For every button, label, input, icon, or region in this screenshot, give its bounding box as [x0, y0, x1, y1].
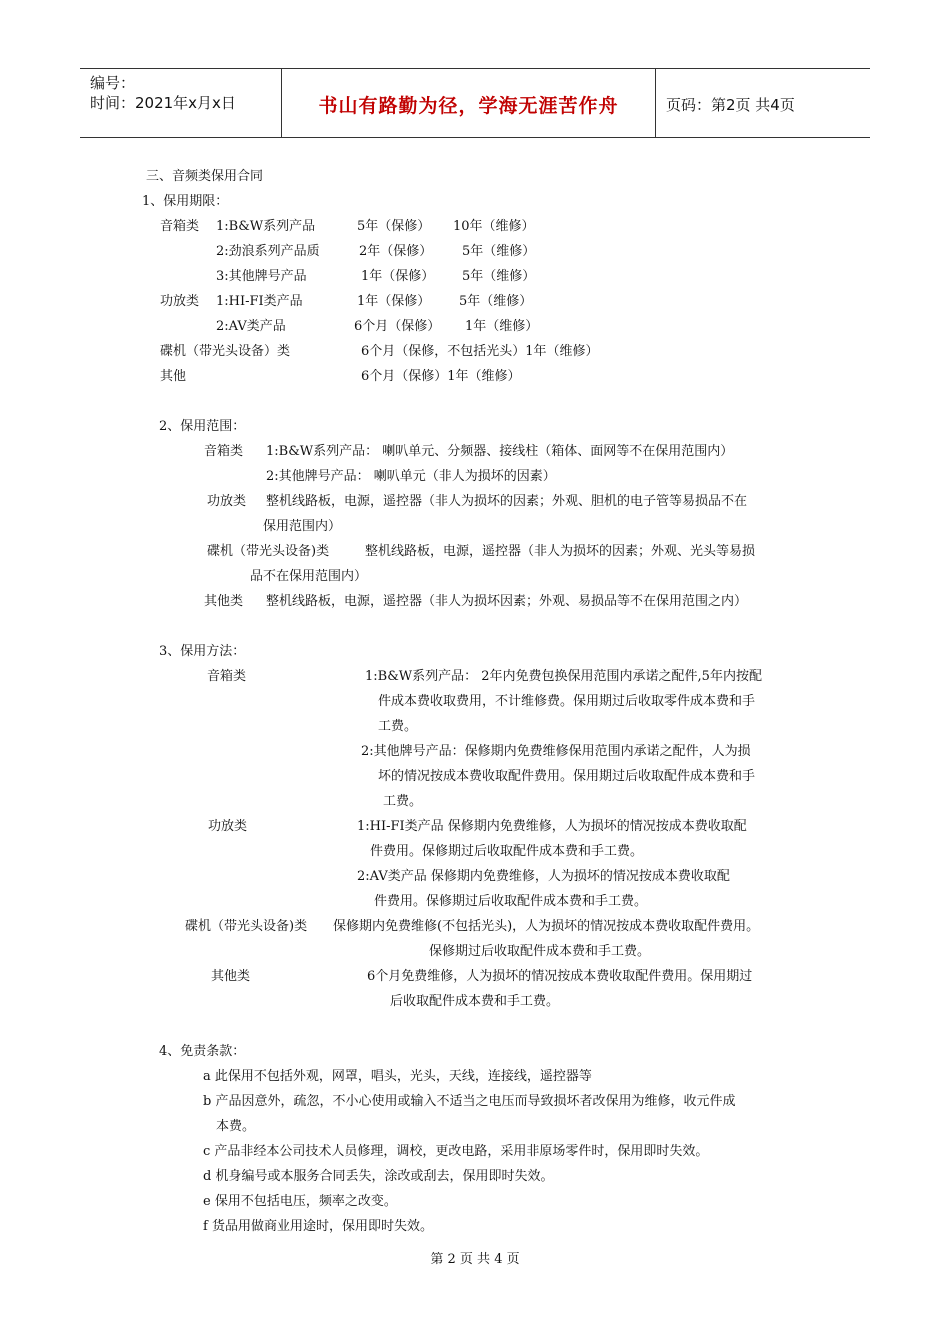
scope-category-other: 其他类 [204, 594, 244, 609]
method-category-speakers: 音箱类 [207, 669, 247, 684]
header-motto: 书山有路勤为径，学海无涯苦作舟 [318, 95, 619, 117]
scope-line: 整机线路板，电源，遥控器（非人为损坏因素；外观、易损品等不在保用范围之内） [266, 594, 748, 609]
page-footer-number: 第 2 页 共 4 页 [430, 1252, 520, 1267]
period-repair: 1年（维修） [465, 319, 539, 334]
scope-line: 2:其他牌号产品： 喇叭单元（非人为损坏的因素） [266, 469, 556, 484]
method-line: 件成本费收取费用，不计维修费。保用期过后收取零件成本费和手 [378, 694, 756, 709]
method-line: 1:HI-FI类产品 保修期内免费维修，人为损坏的情况按成本费收取配 [357, 819, 747, 834]
period-item: 1:HI-FI类产品 [216, 294, 303, 309]
scope-line: 整机线路板，电源，遥控器（非人为损坏的因素；外观、光头等易损 [365, 544, 756, 559]
warranty-method-title: 3、保用方法： [159, 644, 246, 659]
document-date-label: 时间：2021年x月x日 [90, 94, 236, 112]
period-item: 2:AV类产品 [216, 319, 286, 334]
period-item: 2:劲浪系列产品质 [216, 244, 320, 259]
method-line: 2:其他牌号产品：保修期内免费维修保用范围内承诺之配件，人为损 [361, 744, 751, 759]
header-info-cell [80, 69, 281, 137]
period-repair: 5年（维修） [462, 244, 536, 259]
page-header [80, 68, 870, 138]
warranty-period-title: 1、保用期限： [142, 194, 229, 209]
warranty-scope-title: 2、保用范围： [159, 419, 246, 434]
method-line: 坏的情况按成本费收取配件费用。保用期过后收取配件成本费和手 [378, 769, 756, 784]
period-warranty: 1年（保修） [361, 269, 435, 284]
period-item: 1:B&W系列产品 [216, 219, 316, 234]
period-category-disc-players: 碟机（带光头设备）类 [160, 344, 291, 359]
method-line: 件费用。保修期过后收取配件成本费和手工费。 [370, 844, 644, 859]
method-line: 工费。 [383, 794, 423, 809]
period-category-speakers: 音箱类 [160, 219, 200, 234]
scope-line: 1:B&W系列产品： 喇叭单元、分频器、接线柱（箱体、面网等不在保用范围内） [266, 444, 734, 459]
disclaimer-clause-b: b 产品因意外，疏忽，不小心使用或输入不适当之电压而导致损坏者改保用为维修，收元件成 [203, 1094, 736, 1109]
period-repair: 5年（维修） [459, 294, 533, 309]
period-terms: 6个月（保修）1年（维修） [361, 369, 521, 384]
period-item: 3:其他牌号产品 [216, 269, 307, 284]
document-number-label: 编号： [90, 74, 136, 92]
method-category-amplifiers: 功放类 [208, 819, 248, 834]
scope-line: 保用范围内） [263, 519, 342, 534]
disclaimer-title: 4、免责条款： [159, 1044, 246, 1059]
method-line: 后收取配件成本费和手工费。 [390, 994, 560, 1009]
scope-line: 整机线路板，电源，遥控器（非人为损坏的因素；外观、胆机的电子管等易损品不在 [266, 494, 748, 509]
period-category-other: 其他 [160, 369, 187, 384]
period-warranty: 2年（保修） [359, 244, 433, 259]
method-line: 6个月免费维修，人为损坏的情况按成本费收取配件费用。保用期过 [367, 969, 753, 984]
disclaimer-clause-b-cont: 本费。 [216, 1119, 256, 1134]
period-repair: 10年（维修） [453, 219, 535, 234]
header-page-cell [656, 69, 870, 137]
period-repair: 5年（维修） [462, 269, 536, 284]
method-line: 工费。 [378, 719, 418, 734]
disclaimer-clause-e: e 保用不包括电压，频率之改变。 [203, 1194, 397, 1209]
period-warranty: 6个月（保修） [354, 319, 441, 334]
method-line: 保修期内免费维修(不包括光头)，人为损坏的情况按成本费收取配件费用。 [333, 919, 760, 934]
disclaimer-clause-f: f 货品用做商业用途时，保用即时失效。 [203, 1219, 433, 1234]
period-category-amplifiers: 功放类 [160, 294, 200, 309]
period-warranty: 5年（保修） [357, 219, 431, 234]
disclaimer-clause-d: d 机身编号或本服务合同丢失，涂改或刮去，保用即时失效。 [203, 1169, 554, 1184]
period-warranty: 1年（保修） [357, 294, 431, 309]
method-category-disc-players: 碟机（带光头设备)类 [185, 919, 308, 934]
scope-category-amplifiers: 功放类 [207, 494, 247, 509]
scope-category-speakers: 音箱类 [204, 444, 244, 459]
scope-line: 品不在保用范围内） [250, 569, 368, 584]
period-terms: 6个月（保修，不包括光头）1年（维修） [361, 344, 599, 359]
method-line: 2:AV类产品 保修期内免费维修，人为损坏的情况按成本费收取配 [357, 869, 730, 884]
header-page-number: 页码：第2页 共4页 [666, 96, 795, 114]
disclaimer-clause-c: c 产品非经本公司技术人员修理，调校，更改电路，采用非原场零件时，保用即时失效。 [203, 1144, 709, 1159]
section-title: 三、音频类保用合同 [146, 169, 264, 184]
method-line: 件费用。保修期过后收取配件成本费和手工费。 [374, 894, 648, 909]
header-motto-cell [281, 69, 656, 137]
method-line: 1:B&W系列产品： 2年内免费包换保用范围内承诺之配件,5年内按配 [365, 669, 762, 684]
disclaimer-clause-a: a 此保用不包括外观，网罩，唱头，光头，天线，连接线，遥控器等 [203, 1069, 592, 1084]
method-line: 保修期过后收取配件成本费和手工费。 [429, 944, 651, 959]
method-category-other: 其他类 [211, 969, 251, 984]
scope-category-disc-players: 碟机（带光头设备)类 [207, 544, 330, 559]
